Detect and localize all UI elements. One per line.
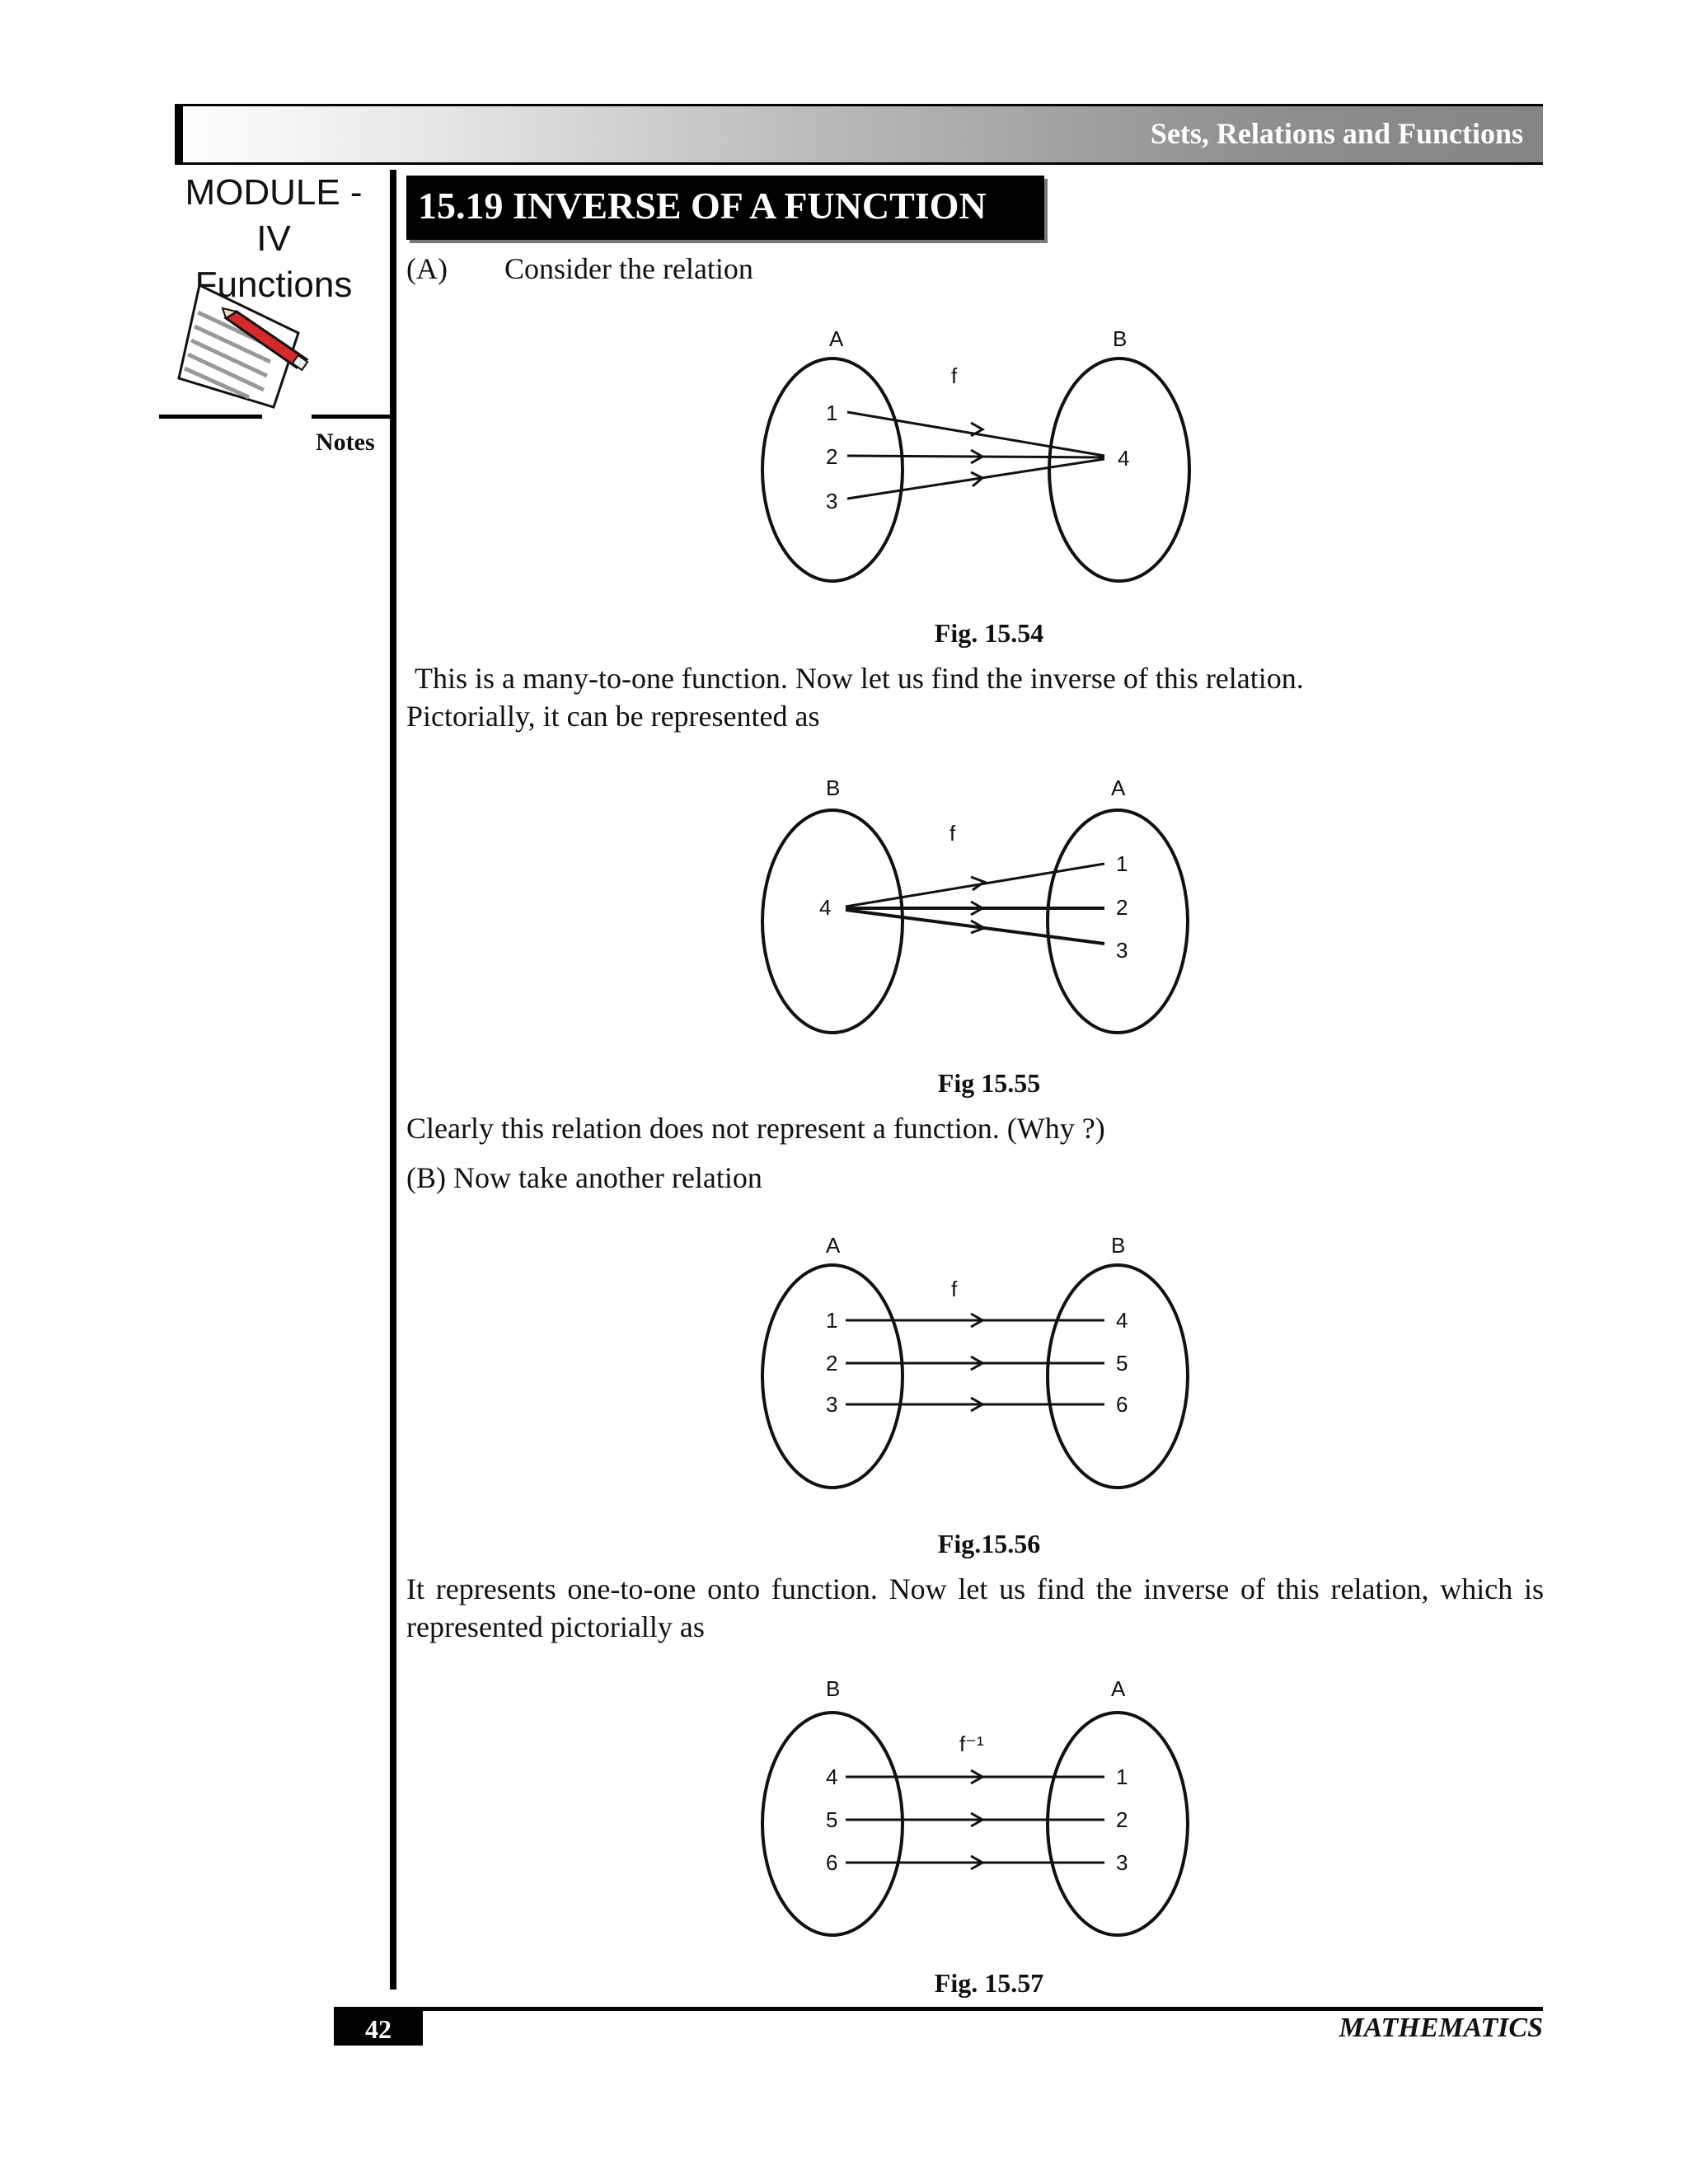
fig1-left-set-label: A	[829, 326, 844, 351]
paragraph-1-line-2: Pictorially, it can be represented as	[406, 700, 820, 733]
fig1-right-element: 4	[1118, 446, 1130, 471]
figure-15-55-diagram	[750, 775, 1212, 1038]
fig3-map-label: f	[951, 1277, 958, 1301]
fig1-left-element: 1	[826, 401, 838, 425]
footer-subject: MATHEMATICS	[1339, 2013, 1543, 2043]
fig1-left-ellipse	[762, 359, 903, 581]
figure-15-57-diagram	[750, 1675, 1212, 1939]
notes-pencil-icon	[175, 275, 315, 415]
fig3-left-element: 2	[826, 1351, 838, 1376]
fig2-right-set-label: A	[1111, 776, 1126, 800]
fig3-right-element: 6	[1116, 1392, 1128, 1417]
figure-15-56-diagram	[750, 1232, 1212, 1496]
paragraph-1-line-1: This is a many-to-one function. Now let us find the inverse of this relation.	[415, 662, 1304, 695]
fig2-right-element: 2	[1116, 895, 1128, 920]
figure-15-54-caption: Fig. 15.54	[934, 618, 1044, 648]
fig4-left-set-label: B	[826, 1676, 841, 1701]
part-a-label: (A)	[406, 252, 448, 285]
fig3-right-ellipse	[1048, 1265, 1188, 1488]
paragraph-4-line-2: represented pictorially as	[406, 1610, 705, 1643]
fig1-arrow	[847, 456, 1104, 457]
fig2-arrow	[846, 864, 1104, 907]
fig4-left-element: 6	[826, 1850, 838, 1875]
figure-15-57-caption: Fig. 15.57	[934, 1968, 1044, 1998]
fig2-left-set-label: B	[826, 776, 841, 800]
figure-15-55-caption: Fig 15.55	[937, 1068, 1041, 1098]
page-number-box	[334, 2011, 423, 2046]
notes-rule-right	[312, 415, 390, 419]
fig4-right-element: 2	[1116, 1807, 1128, 1832]
paragraph-3: (B) Now take another relation	[406, 1161, 762, 1194]
figure-15-56-caption: Fig.15.56	[937, 1529, 1041, 1558]
fig4-right-element: 3	[1116, 1850, 1128, 1875]
fig1-right-set-label: B	[1113, 326, 1128, 351]
fig1-left-element: 2	[826, 444, 838, 469]
fig2-left-element: 4	[819, 895, 832, 920]
fig4-left-element: 4	[826, 1765, 838, 1789]
fig3-right-element: 4	[1116, 1308, 1128, 1333]
fig2-right-element: 1	[1116, 851, 1128, 876]
figure-15-54-diagram	[750, 326, 1212, 589]
notes-label: Notes	[316, 429, 375, 456]
header-title: Sets, Relations and Functions	[1150, 117, 1523, 150]
notes-rule-left	[159, 415, 262, 419]
fig2-arrow	[846, 910, 1104, 944]
fig4-map-label: f⁻¹	[959, 1732, 984, 1756]
fig3-left-element: 3	[826, 1392, 838, 1417]
fig3-left-set-label: A	[826, 1233, 841, 1258]
fig3-left-element: 1	[826, 1308, 838, 1333]
fig2-map-label: f	[950, 821, 956, 846]
fig1-map-label: f	[951, 363, 958, 388]
fig1-arrow	[847, 459, 1104, 499]
fig1-left-element: 3	[826, 489, 838, 513]
fig2-right-element: 3	[1116, 938, 1128, 963]
module-number: MODULE - IV	[185, 172, 363, 259]
fig2-left-ellipse	[762, 810, 903, 1033]
fig4-right-element: 1	[1116, 1765, 1128, 1789]
paragraph-4-line-1: It represents one-to-one onto function. Now let us find the inverse of this relation, which is	[406, 1572, 1544, 1605]
footer-rule	[334, 2007, 1543, 2011]
paragraph-2: Clearly this relation does not represent a function. (Why ?)	[406, 1112, 1105, 1145]
section-heading-box	[406, 176, 1044, 240]
page-number: 42	[365, 2014, 392, 2044]
fig4-right-set-label: A	[1111, 1676, 1126, 1701]
fig2-right-ellipse	[1048, 810, 1188, 1033]
part-a-text: Consider the relation	[504, 252, 753, 285]
module-subtitle: Functions	[195, 265, 353, 305]
running-header	[175, 104, 1543, 165]
section-title: 15.19 INVERSE OF A FUNCTION	[418, 185, 987, 227]
margin-divider	[390, 170, 396, 1990]
fig3-left-ellipse	[762, 1265, 903, 1488]
fig4-left-element: 5	[826, 1807, 838, 1832]
fig3-right-set-label: B	[1111, 1233, 1126, 1258]
fig3-right-element: 5	[1116, 1351, 1128, 1376]
